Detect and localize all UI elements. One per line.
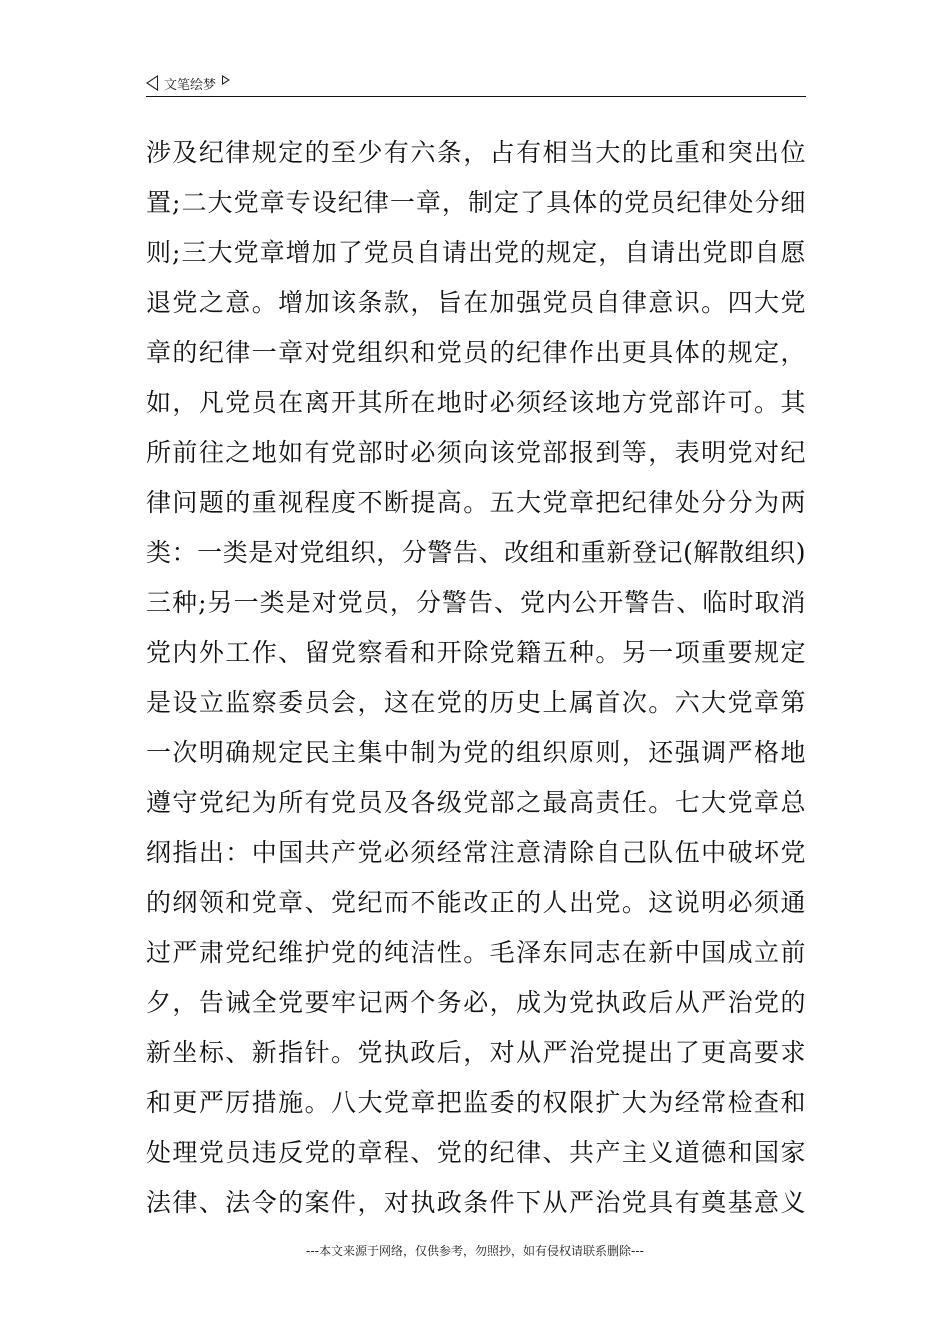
text-line: 类：一类是对党组织，分警告、改组和重新登记(解散组织) bbox=[146, 538, 806, 567]
text-line: 过严肃党纪维护党的纯洁性。毛泽东同志在新中国成立前 bbox=[146, 938, 806, 967]
header-brand: 文笔绘梦 bbox=[164, 77, 217, 93]
text-line: 党内外工作、留党察看和开除党籍五种。另一项重要规定 bbox=[146, 638, 806, 667]
text-line: 夕，告诫全党要牢记两个务必，成为党执政后从严治党的 bbox=[146, 988, 806, 1017]
text-line: 新坐标、新指针。党执政后，对从严治党提出了更高要求 bbox=[146, 1038, 806, 1067]
text-line: 和更严厉措施。八大党章把监委的权限扩大为经常检查和 bbox=[146, 1088, 806, 1117]
text-line: 涉及纪律规定的至少有六条，占有相当大的比重和突出位 bbox=[146, 138, 806, 167]
text-line: 一次明确规定民主集中制为党的组织原则，还强调严格地 bbox=[146, 738, 806, 767]
header-brand-row bbox=[146, 72, 806, 94]
text-line: 是设立监察委员会，这在党的历史上属首次。六大党章第 bbox=[146, 688, 806, 717]
text-line: 三种;另一类是对党员，分警告、党内公开警告、临时取消 bbox=[146, 588, 806, 617]
text-line: 的纲领和党章、党纪而不能改正的人出党。这说明必须通 bbox=[146, 888, 806, 917]
text-line: 置;二大党章专设纪律一章，制定了具体的党员纪律处分细 bbox=[146, 188, 806, 217]
body-text bbox=[146, 128, 806, 1228]
text-line: 法律、法令的案件，对执政条件下从严治党具有奠基意义 bbox=[146, 1188, 806, 1217]
text-line: 章的纪律一章对党组织和党员的纪律作出更具体的规定， bbox=[146, 338, 806, 367]
text-line: 处理党员违反党的章程、党的纪律、共产主义道德和国家 bbox=[146, 1138, 806, 1167]
text-line: 退党之意。增加该条款，旨在加强党员自律意识。四大党 bbox=[146, 288, 806, 317]
left-triangle-icon bbox=[146, 75, 158, 91]
text-line: 律问题的重视程度不断提高。五大党章把纪律处分分为两 bbox=[146, 488, 806, 517]
footer-disclaimer: ---本文来源于网络，仅供参考，勿照抄，如有侵权请联系删除--- bbox=[306, 1244, 644, 1258]
text-line: 如，凡党员在离开其所在地时必须经该地方党部许可。其 bbox=[146, 388, 806, 417]
text-line: 则;三大党章增加了党员自请出党的规定，自请出党即自愿 bbox=[146, 238, 806, 267]
text-line: 纲指出：中国共产党必须经常注意清除自己队伍中破坏党 bbox=[146, 838, 806, 867]
page-header bbox=[146, 72, 806, 98]
text-line: 所前往之地如有党部时必须向该党部报到等，表明党对纪 bbox=[146, 438, 806, 467]
header-divider bbox=[146, 96, 806, 97]
right-triangle-icon bbox=[222, 75, 230, 85]
text-line: 遵守党纪为所有党员及各级党部之最高责任。七大党章总 bbox=[146, 788, 806, 817]
